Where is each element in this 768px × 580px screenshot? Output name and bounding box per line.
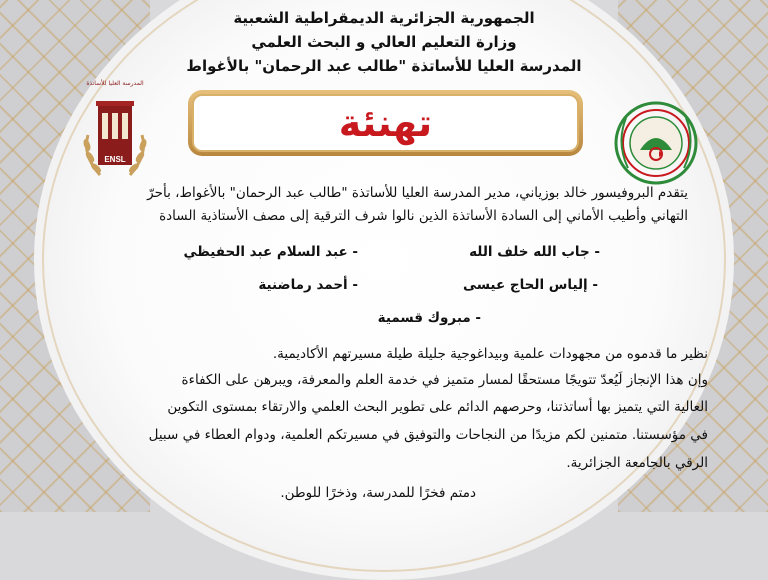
title-banner xyxy=(188,90,583,156)
honoree-name: - مبروك قسمية xyxy=(377,310,481,326)
honoree-name: - عبد السلام عبد الحفيظي xyxy=(183,244,358,260)
ministry-emblem xyxy=(606,98,706,188)
paragraph-1: نظير ما قدموه من مجهودات علمية وبيداغوجية جليلة طيلة مسيرتهم الأكاديمية. xyxy=(272,346,708,362)
ensl-logo xyxy=(80,95,150,180)
document-header xyxy=(0,6,768,78)
intro-line-2: التهاني وأطيب الأماني إلى السادة الأساتذة الذين نالوا شرف الترقية إلى مصف الأستاذية السادة xyxy=(159,208,688,224)
honoree-name: - أحمد رماضنية xyxy=(258,277,358,293)
paragraph-2-line-3: في مؤسستنا. متمنين لكم مزيدًا من النجاحات والتوفيق في مسيرتكم العلمية، ودوام العطاء في سبيل xyxy=(148,427,708,443)
intro-line-1: يتقدم البروفيسور خالد بوزياني، مدير المدرسة العليا للأساتذة "طالب عبد الرحمان" بالأغواط، بأحرّ xyxy=(147,185,688,201)
ensl-logo-caption: المدرسة العليا للأساتذة xyxy=(86,80,144,87)
page-title: تهنئة xyxy=(338,101,433,145)
paragraph-2-line-1: وإن هذا الإنجاز لَيُعدّ تتويجًا مستحقًا لمسار متميز في خدمة العلم والمعرفة، ويبرهن على الكفاءة xyxy=(181,372,708,388)
honoree-name: - إلياس الحاج عيسى xyxy=(463,277,598,293)
paragraph-2-line-4: الرقي بالجامعة الجزائرية. xyxy=(566,455,708,471)
intro-text xyxy=(92,182,688,228)
svg-text:ENSL: ENSL xyxy=(104,155,126,164)
school-name: المدرسة العليا للأساتذة "طالب عبد الرحمان" بالأغواط xyxy=(186,57,582,75)
paragraph-2-line-2: العالية التي يتميز بها أساتذتنا، وحرصهم الدائم على تطوير البحث العلمي والارتقاء بمستوى التكوين xyxy=(167,399,708,415)
honoree-name: - جاب الله خلف الله xyxy=(469,244,600,260)
ministry-name: وزارة التعليم العالي و البحث العلمي xyxy=(251,33,517,51)
republic-name: الجمهورية الجزائرية الديمقراطية الشعبية xyxy=(233,9,535,27)
closing-line: دمتم فخرًا للمدرسة، وذخرًا للوطن. xyxy=(280,485,476,501)
